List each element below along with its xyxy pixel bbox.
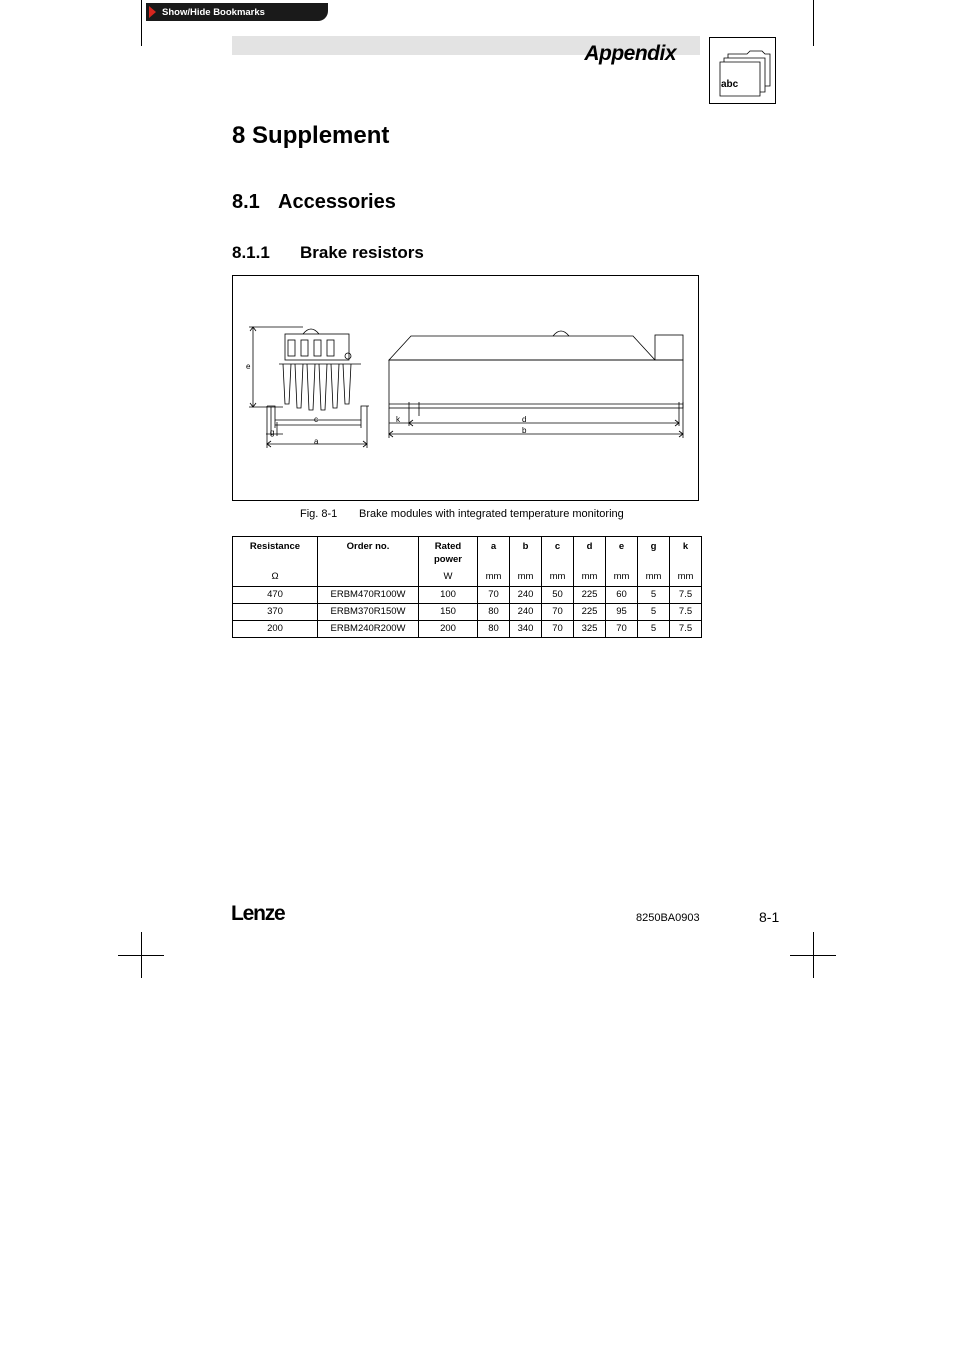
table-cell: ERBM240R200W bbox=[318, 621, 419, 638]
table-cell: ERBM470R100W bbox=[318, 587, 419, 604]
section-title: Appendix bbox=[584, 42, 676, 65]
table-cell: 340 bbox=[510, 621, 542, 638]
column-header: g mm bbox=[638, 537, 670, 587]
column-header: Rated power W bbox=[419, 537, 478, 587]
column-header: d mm bbox=[574, 537, 606, 587]
table-cell: 240 bbox=[510, 604, 542, 621]
table-cell: 240 bbox=[510, 587, 542, 604]
dim-label-e: e bbox=[246, 362, 251, 371]
table-row bbox=[233, 621, 702, 638]
dim-label-g: g bbox=[270, 428, 275, 437]
chapter-title: Supplement bbox=[252, 122, 390, 149]
dim-label-b: b bbox=[522, 426, 527, 435]
section-title: Accessories bbox=[278, 191, 396, 213]
table-cell: 200 bbox=[233, 621, 318, 638]
table-cell: 70 bbox=[478, 587, 510, 604]
dim-label-d: d bbox=[522, 415, 527, 424]
column-header: b mm bbox=[510, 537, 542, 587]
table-cell: 7.5 bbox=[670, 621, 702, 638]
table-row bbox=[233, 604, 702, 621]
section-heading bbox=[232, 191, 396, 214]
document-code: 8250BA0903 bbox=[636, 912, 700, 924]
lenze-logo: Lenze bbox=[231, 902, 285, 925]
brake-resistor-table bbox=[232, 536, 702, 638]
table-cell: 5 bbox=[638, 587, 670, 604]
subsection-number: 8.1.1 bbox=[232, 243, 270, 262]
table-cell: 70 bbox=[606, 621, 638, 638]
table-cell: 7.5 bbox=[670, 604, 702, 621]
column-header: e mm bbox=[606, 537, 638, 587]
dim-label-k: k bbox=[396, 415, 400, 424]
subsection-heading bbox=[232, 243, 424, 263]
chapter-heading bbox=[232, 122, 389, 150]
bookmarks-label: Show/Hide Bookmarks bbox=[162, 6, 265, 18]
technical-drawing bbox=[233, 276, 700, 502]
chapter-icon-box bbox=[709, 37, 776, 104]
table-cell: 95 bbox=[606, 604, 638, 621]
brake-module-drawing bbox=[232, 275, 699, 501]
chapter-number: 8 bbox=[232, 122, 246, 149]
column-header: Resistance Ω bbox=[233, 537, 318, 587]
table-cell: 225 bbox=[574, 604, 606, 621]
dim-label-c: c bbox=[314, 415, 318, 424]
table-cell: 325 bbox=[574, 621, 606, 638]
crop-mark bbox=[141, 932, 142, 978]
triangle-right-icon bbox=[149, 6, 156, 18]
page-number: 8-1 bbox=[759, 909, 780, 925]
section-number: 8.1 bbox=[232, 191, 260, 213]
column-header: c mm bbox=[542, 537, 574, 587]
figure-number: Fig. 8-1 bbox=[300, 508, 338, 520]
table-cell: 100 bbox=[419, 587, 478, 604]
table-cell: 5 bbox=[638, 621, 670, 638]
table-cell: 60 bbox=[606, 587, 638, 604]
table-cell: 70 bbox=[542, 621, 574, 638]
subsection-title: Brake resistors bbox=[300, 243, 424, 262]
table-cell: 370 bbox=[233, 604, 318, 621]
dim-label-a: a bbox=[314, 437, 319, 446]
column-header: a mm bbox=[478, 537, 510, 587]
table-cell: 150 bbox=[419, 604, 478, 621]
crop-mark bbox=[813, 932, 814, 978]
table-row bbox=[233, 587, 702, 604]
column-header: k mm bbox=[670, 537, 702, 587]
show-hide-bookmarks-button[interactable] bbox=[146, 3, 328, 21]
crop-mark bbox=[813, 0, 814, 46]
abc-text: abc bbox=[721, 79, 739, 90]
table-header-row bbox=[233, 537, 702, 587]
table-cell: ERBM370R150W bbox=[318, 604, 419, 621]
table-cell: 225 bbox=[574, 587, 606, 604]
folder-tab-icon bbox=[710, 38, 777, 105]
figure-caption: Brake modules with integrated temperature monitoring bbox=[359, 508, 624, 520]
table-cell: 70 bbox=[542, 604, 574, 621]
table-cell: 470 bbox=[233, 587, 318, 604]
table-cell: 80 bbox=[478, 621, 510, 638]
table-cell: 50 bbox=[542, 587, 574, 604]
crop-mark bbox=[141, 0, 142, 46]
table-cell: 7.5 bbox=[670, 587, 702, 604]
table-cell: 200 bbox=[419, 621, 478, 638]
column-header: Order no. bbox=[318, 537, 419, 587]
table-cell: 80 bbox=[478, 604, 510, 621]
table-cell: 5 bbox=[638, 604, 670, 621]
